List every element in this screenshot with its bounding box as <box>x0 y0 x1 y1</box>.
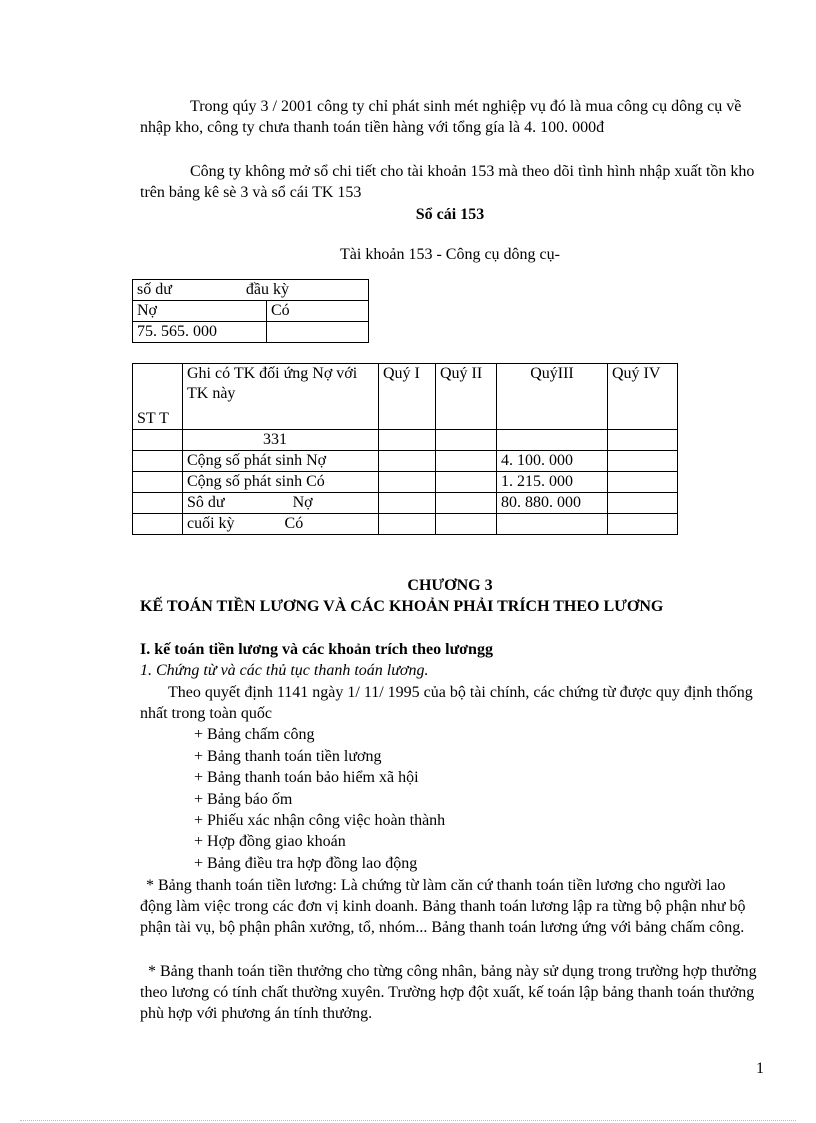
opening-no-value: 75. 565. 000 <box>133 322 267 343</box>
opening-label-left: số dư <box>137 281 172 298</box>
row5-q4 <box>608 514 678 535</box>
opening-balance-label <box>133 280 369 301</box>
row3-q1 <box>379 472 436 493</box>
row5-desc <box>183 514 379 535</box>
list-item: + Bảng điều tra hợp đồng lao động <box>194 855 418 872</box>
row4-q3: 80. 880. 000 <box>497 493 608 514</box>
ledger-title: Sổ cái 153 <box>415 206 485 223</box>
header-q1: Quý I <box>379 364 436 430</box>
row2-q4 <box>608 451 678 472</box>
section-heading: I. kế toán tiền lương và các khoản trích theo lươngg <box>140 641 493 658</box>
list-item: + Bảng thanh toán tiền lương <box>194 748 382 765</box>
row1-q2 <box>436 430 497 451</box>
row5-stt <box>133 514 183 535</box>
paragraph-q3-purchase: Trong qúy 3 / 2001 công ty chỉ phát sinh mét nghiệp vụ đó là mua công cụ dông cụ về nhập kho, công ty chưa thanh toán tiền hàng với tổng gía là 4. 100. 000đ <box>140 98 742 136</box>
header-q3: QuýIII <box>497 364 608 430</box>
row2-q3: 4. 100. 000 <box>497 451 608 472</box>
row5-desc-main: cuối kỳ <box>187 515 235 532</box>
row5-q3 <box>497 514 608 535</box>
row1-q3 <box>497 430 608 451</box>
paragraph-bonus-sheet: * Bảng thanh toán tiền thưởng cho từng công nhân, bảng này sử dụng trong trường hợp thưởng theo lương có tính chất thường xuyên. Trường hợp đột xuất, kế toán lập bảng thanh toán thưởng phù hợp với phương án tính thưởng. <box>140 963 757 1022</box>
row3-q4 <box>608 472 678 493</box>
row1-desc: 331 <box>183 430 379 451</box>
row4-desc <box>183 493 379 514</box>
row2-desc: Cộng số phát sinh Nợ <box>183 451 379 472</box>
row2-q1 <box>379 451 436 472</box>
row4-q1 <box>379 493 436 514</box>
opening-balance-table <box>132 279 369 343</box>
opening-co-value <box>267 322 369 343</box>
account-title: Tài khoản 153 - Công cụ dông cụ- <box>340 246 560 263</box>
paragraph-payroll-sheet: * Bảng thanh toán tiền lương: Là chứng từ làm căn cứ thanh toán tiền lương cho người lao động làm việc trong các đơn vị kinh doanh. Bảng thanh toán lương lập ra từng bộ phận như bộ phận tài vụ, bộ phận phân xưởng, tổ, nhóm... Bảng thanh toán lương ứng với bảng chấm công. <box>140 877 746 936</box>
row4-desc-side: Nợ <box>292 494 313 511</box>
paragraph-no-detail-ledger: Công ty không mở sổ chi tiết cho tài khoản 153 mà theo dõi tình hình nhập xuất tồn kho trên bảng kê sè 3 và sổ cái TK 153 <box>140 163 755 201</box>
row2-stt <box>133 451 183 472</box>
row1-stt <box>133 430 183 451</box>
row4-q4 <box>608 493 678 514</box>
list-item: + Bảng thanh toán bảo hiểm xã hội <box>194 769 419 786</box>
row4-q2 <box>436 493 497 514</box>
header-q4: Quý IV <box>608 364 678 430</box>
row3-desc: Cộng số phát sinh Có <box>183 472 379 493</box>
subsection-heading: 1. Chứng từ và các thủ tục thanh toán lương. <box>140 662 429 679</box>
header-account: Ghi có TK đối ứng Nợ với TK này <box>183 364 379 430</box>
row1-q1 <box>379 430 436 451</box>
header-stt: ST T <box>133 364 183 430</box>
list-item: + Bảng chấm công <box>194 726 315 743</box>
row4-desc-main: Sô dư <box>187 494 225 511</box>
row3-stt <box>133 472 183 493</box>
opening-no-header: Nợ <box>133 301 267 322</box>
row5-q2 <box>436 514 497 535</box>
row2-q2 <box>436 451 497 472</box>
paragraph-decision-1141: Theo quyết định 1141 ngày 1/ 11/ 1995 của bộ tài chính, các chứng từ được quy định thống nhất trong toàn quốc <box>140 684 753 722</box>
row3-q2 <box>436 472 497 493</box>
row5-q1 <box>379 514 436 535</box>
ledger-table <box>132 363 678 535</box>
page-number: 1 <box>756 1060 764 1077</box>
row5-desc-side: Có <box>284 515 304 532</box>
chapter-number: CHƯƠNG 3 <box>407 577 493 594</box>
list-item: + Hợp đồng giao khoán <box>194 833 346 850</box>
list-item: + Phiếu xác nhận công việc hoàn thành <box>194 812 446 829</box>
row1-q4 <box>608 430 678 451</box>
row4-stt <box>133 493 183 514</box>
page-bottom-divider <box>20 1120 796 1121</box>
header-q2: Quý II <box>436 364 497 430</box>
chapter-title: KẾ TOÁN TIỀN LƯƠNG VÀ CÁC KHOẢN PHẢI TRÍCH THEO LƯƠNG <box>140 598 664 615</box>
opening-label-right: đầu kỳ <box>245 281 290 298</box>
row3-q3: 1. 215. 000 <box>497 472 608 493</box>
opening-co-header: Có <box>267 301 369 322</box>
list-item: + Bảng báo ốm <box>194 791 293 808</box>
